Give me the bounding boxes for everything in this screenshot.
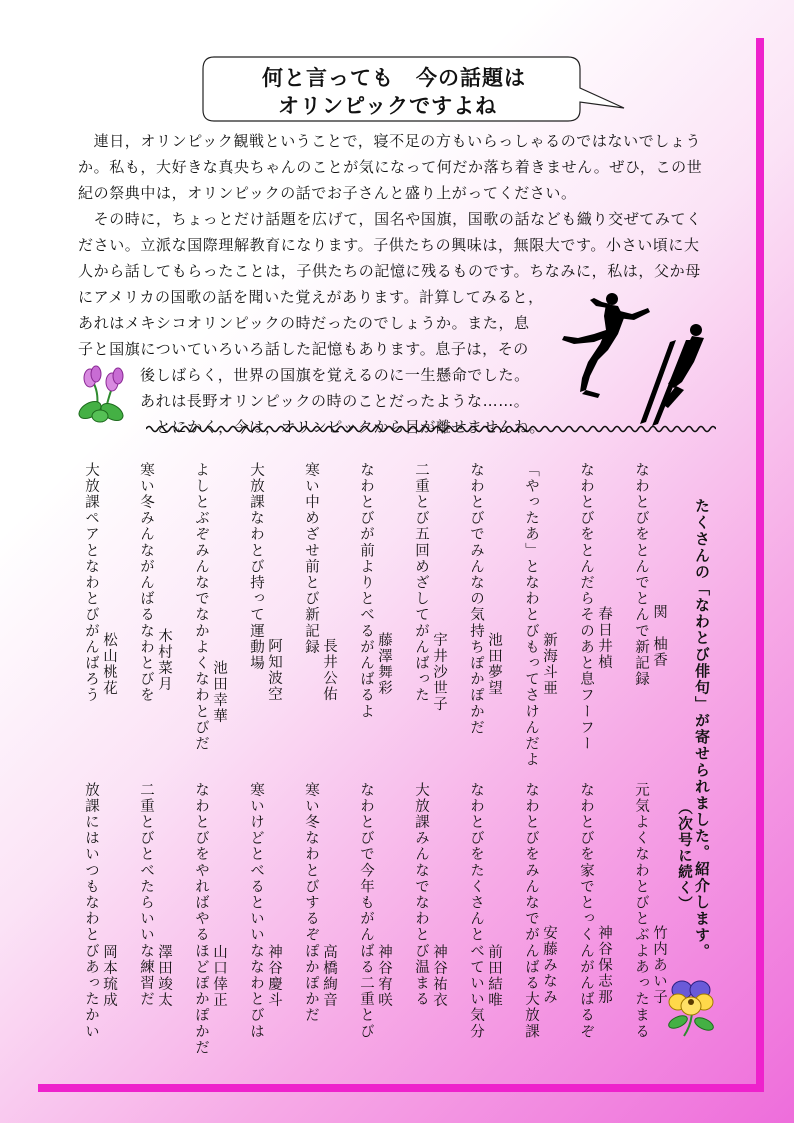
haiku-text: 寒い中めざせ前とび新記録 [303, 462, 319, 656]
haiku-text: なわとびをとんだらそのあと息フーフー [578, 462, 594, 752]
haiku-author: 阿知波空 [266, 638, 282, 703]
haiku-author: 竹内あい子 [651, 925, 667, 1006]
intro-line: にアメリカの国歌の話を聞いた覚えがあります。計算してみると， [78, 288, 544, 306]
haiku-author: 神谷祐衣 [431, 944, 447, 1009]
intro-line: とにかく，今は，オリンピックから目が離せませんね。 [156, 418, 546, 436]
violet-flower-icon [74, 364, 126, 424]
haiku-text: なわとびが前よりとべるがんばるよ [358, 462, 374, 720]
intro-line: 子と国旗についていろいろ話した記憶もあります。息子は，その [78, 340, 529, 358]
haiku-author: 松山桃花 [101, 632, 117, 697]
intro-line: ださい。立派な国際理解教育になります。子供たちの興味は，無限大です。小さい頃に大 [78, 236, 700, 254]
haiku-text: 大放課ペアとなわとびがんばろう [83, 462, 99, 704]
intro-line: あれはメキシコオリンピックの時だったのでしょうか。また，息 [78, 314, 530, 332]
intro-line: 紀の祭典中は，オリンピックの話でお子さんと盛り上がってください。 [78, 184, 577, 202]
haiku-text: なわとびをとんでとんで新記録 [633, 462, 649, 688]
ski-jumper-icon [628, 318, 720, 426]
haiku-text: なわとびを家でとっくんがんばるぞ [578, 782, 594, 1040]
haiku-text: なわとびでみんなの気持ちぽかぽかだ [468, 462, 484, 736]
bubble-line-1: 何と言っても 今の話題は [262, 66, 526, 90]
haiku-author: 山口倖正 [211, 944, 227, 1009]
haiku-text: 二重とび五回めざしてがんばった [413, 462, 429, 704]
haiku-header-note: （次号に続く） [676, 800, 692, 912]
intro-line: 人から話してもらったことは，子供たちの記憶に残るものです。ちなみに，私は，父か母 [78, 262, 701, 280]
haiku-text: なわとびをやればやるほどぽかぽかだ [193, 782, 209, 1056]
haiku-text: 元気よくなわとびとぶよあったまる [633, 782, 649, 1040]
haiku-author: 宇井沙世子 [431, 632, 447, 713]
haiku-author: 神谷保志那 [596, 925, 612, 1006]
haiku-author: 木村菜月 [156, 628, 172, 693]
haiku-author: 藤澤舞彩 [376, 632, 392, 697]
haiku-author: 前田結唯 [486, 944, 502, 1009]
haiku-author: 春日井楨 [596, 606, 612, 671]
haiku-author: 神谷宥咲 [376, 944, 392, 1009]
intro-line: か。私も，大好きな真央ちゃんのことが気になって何だか落ち着きません。ぜひ，この世 [78, 158, 703, 176]
haiku-author: 岡本琉成 [101, 944, 117, 1009]
haiku-text: 大放課みんなでなわとび温まる [413, 782, 429, 1008]
haiku-text: なわとびで今年もがんばる二重とび [358, 782, 374, 1040]
haiku-text: 寒い冬みんながんばるなわとびを [138, 462, 154, 704]
haiku-author: 関 柚香 [651, 604, 667, 669]
haiku-text: 寒いけどとべるといいななわとびは [248, 782, 264, 1040]
wavy-divider [146, 424, 716, 434]
pansy-flower-icon [664, 978, 720, 1038]
intro-line: あれは長野オリンピックの時のことだったような……。 [140, 392, 530, 410]
intro-line: 連日，オリンピック観戦ということで，寝不足の方もいらっしゃるのではないでしょう [78, 132, 702, 150]
haiku-text: 二重とびとべたらいいな練習だ [138, 782, 154, 1008]
haiku-text: なわとびをたくさんとべていい気分 [468, 782, 484, 1040]
haiku-author: 澤田竣太 [156, 944, 172, 1009]
haiku-author: 安藤みなみ [541, 925, 557, 1006]
haiku-text: 「やったあ」となわとびもってさけんだよ [523, 462, 539, 768]
haiku-text: 寒い冬なわとびするぞぽかぽかだ [303, 782, 319, 1024]
haiku-text: なわとびをみんなでがんばる大放課 [523, 782, 539, 1040]
speech-bubble [202, 56, 582, 122]
intro-line: 後しばらく，世界の国旗を覚えるのに一生懸命でした。 [140, 366, 530, 384]
haiku-author: 神谷慶斗 [266, 944, 282, 1009]
haiku-author: 新海斗亜 [541, 632, 557, 697]
haiku-text: 大放課なわとび持って運動場 [248, 462, 264, 672]
intro-line: その時に，ちょっとだけ話題を広げて，国名や国旗，国歌の話なども織り交ぜてみてく [78, 210, 702, 228]
haiku-author: 高橋絢音 [321, 944, 337, 1009]
right-border [756, 38, 764, 1090]
haiku-author: 池田夢望 [486, 632, 502, 697]
bottom-border [38, 1084, 764, 1092]
haiku-text: よしとぶぞみんなでなかよくなわとびだ [193, 462, 209, 752]
haiku-author: 長井公佑 [321, 638, 337, 703]
haiku-author: 池田幸華 [211, 660, 227, 725]
bubble-line-2: オリンピックですよね [278, 94, 498, 118]
haiku-header-title: たくさんの「なわとび俳句」が寄せられました。紹介します。 [693, 498, 711, 960]
haiku-text: 放課にはいつもなわとびあったかい [83, 782, 99, 1040]
